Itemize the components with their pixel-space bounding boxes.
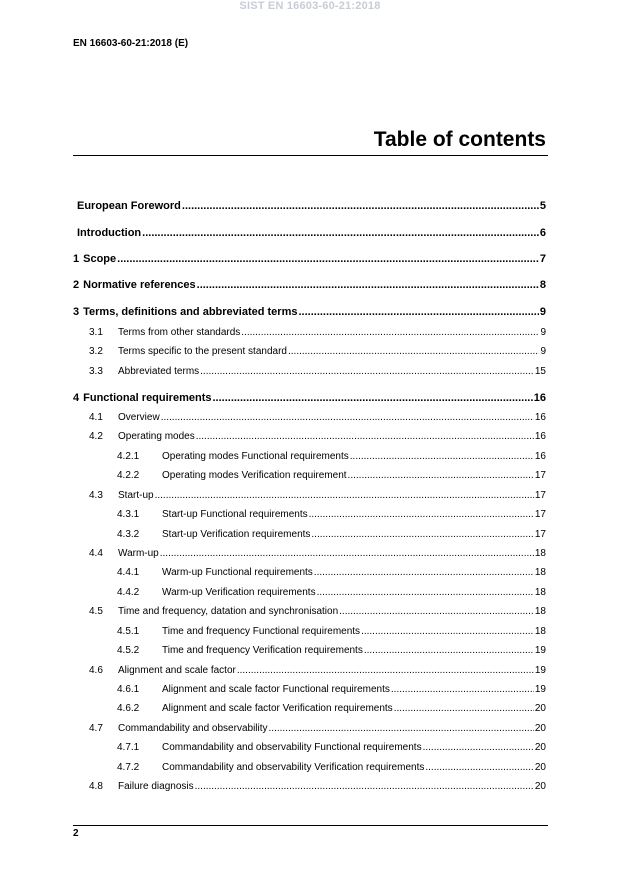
toc-entry[interactable] [73, 392, 546, 404]
toc-entry-number: 4.3.2 [117, 529, 140, 540]
toc-entry-title: Start-up [118, 490, 154, 501]
toc-entry-number: 2 [73, 279, 80, 291]
dot-leader [195, 781, 534, 792]
toc-entry[interactable] [73, 227, 546, 239]
dot-leader [350, 451, 534, 462]
toc-entry-page: 16 [534, 431, 546, 442]
document-id: EN 16603-60-21:2018 (E) [73, 38, 189, 49]
toc-entry[interactable] [73, 567, 546, 578]
dot-leader [314, 567, 534, 578]
dot-leader [142, 227, 539, 239]
toc-entry-page: 16 [533, 392, 546, 404]
toc-entry-title: Failure diagnosis [118, 781, 194, 792]
toc-entry-title: Terms specific to the present standard [118, 346, 287, 357]
dot-leader [212, 392, 532, 404]
toc-entry[interactable] [73, 723, 546, 734]
toc-entry[interactable] [73, 626, 546, 637]
toc-entry[interactable] [73, 529, 546, 540]
toc-entry-title: Time and frequency Verification requirements [162, 645, 363, 656]
toc-entry-title: Terms, definitions and abbreviated terms [83, 306, 298, 318]
toc-entry-number: 4.4 [89, 548, 103, 559]
dot-leader [311, 529, 533, 540]
toc-entry-number: 4.6.2 [117, 703, 140, 714]
toc-entry[interactable] [73, 327, 546, 338]
toc-entry-number: 4.4.2 [117, 587, 140, 598]
toc-entry-title: Abbreviated terms [118, 366, 200, 377]
toc-entry-title: Commandability and observability Functional requirements [162, 742, 422, 753]
toc-entry-title: Alignment and scale factor [118, 665, 236, 676]
toc-entry[interactable] [73, 606, 546, 617]
toc-entry-page: 9 [540, 327, 546, 338]
toc-entry[interactable] [73, 366, 546, 377]
toc-entry-title: Operating modes Functional requirements [162, 451, 349, 462]
dot-leader [361, 626, 534, 637]
watermark: SIST EN 16603-60-21:2018 [239, 0, 381, 12]
toc-entry[interactable] [73, 587, 546, 598]
toc-entry[interactable] [73, 451, 546, 462]
dot-leader [288, 346, 539, 357]
toc-entry-title: Alignment and scale factor Verification requirements [162, 703, 393, 714]
toc-entry-number: 3.3 [89, 366, 103, 377]
dot-leader [237, 665, 534, 676]
dot-leader [160, 548, 534, 559]
toc-entry-title: Time and frequency Functional requirements [162, 626, 361, 637]
toc-entry-number: 4.5.2 [117, 645, 140, 656]
dot-leader [394, 703, 534, 714]
toc-entry-title: Commandability and observability Verification requirements [162, 762, 425, 773]
toc-entry-title: Time and frequency, datation and synchronisation [118, 606, 339, 617]
dot-leader [425, 762, 534, 773]
dot-leader [309, 509, 534, 520]
toc-entry-page: 15 [534, 366, 546, 377]
toc-entry[interactable] [73, 490, 546, 501]
toc-entry[interactable] [73, 742, 546, 753]
toc-entry-page: 20 [534, 703, 546, 714]
toc-entry-number: 4.2.1 [117, 451, 140, 462]
toc-entry[interactable] [73, 412, 546, 423]
toc-entry-number: 4.7 [89, 723, 103, 734]
toc-entry-page: 8 [539, 279, 546, 291]
dot-leader [339, 606, 534, 617]
dot-leader [241, 327, 539, 338]
toc-entry[interactable] [73, 762, 546, 773]
dot-leader [196, 431, 534, 442]
toc-entry-page: 20 [534, 723, 546, 734]
toc-entry-page: 17 [534, 529, 546, 540]
toc-entry-page: 19 [534, 665, 546, 676]
toc-entry-title: Introduction [77, 227, 142, 239]
toc-entry-title: Normative references [83, 279, 196, 291]
toc-entry[interactable] [73, 703, 546, 714]
toc-entry[interactable] [73, 200, 546, 212]
toc-entry-number: 4.6.1 [117, 684, 140, 695]
toc-entry[interactable] [73, 253, 546, 265]
toc-entry-page: 20 [534, 781, 546, 792]
title-divider [73, 155, 548, 156]
toc-entry-page: 16 [534, 451, 546, 462]
toc-entry-title: Warm-up Functional requirements [162, 567, 313, 578]
dot-leader [391, 684, 534, 695]
toc-entry-page: 18 [534, 626, 546, 637]
toc-entry-number: 4.5 [89, 606, 103, 617]
page-title: Table of contents [373, 128, 546, 151]
dot-leader [197, 279, 539, 291]
toc-entry[interactable] [73, 684, 546, 695]
toc-entry-number: 3 [73, 306, 80, 318]
dot-leader [298, 306, 538, 318]
toc-entry[interactable] [73, 509, 546, 520]
toc-entry-title: Alignment and scale factor Functional requirements [162, 684, 390, 695]
toc-entry-page: 5 [539, 200, 546, 212]
toc-entry-title: Scope [83, 253, 117, 265]
toc-entry[interactable] [73, 431, 546, 442]
footer-divider [73, 825, 548, 826]
toc-entry-number: 4.4.1 [117, 567, 140, 578]
toc-entry[interactable] [73, 279, 546, 291]
toc-entry-number: 4.6 [89, 665, 103, 676]
toc-entry[interactable] [73, 645, 546, 656]
dot-leader [155, 490, 534, 501]
dot-leader [348, 470, 534, 481]
toc-entry-page: 20 [534, 742, 546, 753]
toc-entry-title: Functional requirements [83, 392, 212, 404]
toc-entry-title: Warm-up [118, 548, 159, 559]
toc-entry-number: 4.8 [89, 781, 103, 792]
toc-entry[interactable] [73, 548, 546, 559]
toc-entry-page: 17 [534, 470, 546, 481]
toc-entry-page: 19 [534, 684, 546, 695]
toc-entry-number: 4.7.1 [117, 742, 140, 753]
dot-leader [161, 412, 534, 423]
toc-entry-number: 3.1 [89, 327, 103, 338]
toc-entry-title: Operating modes Verification requirement [162, 470, 347, 481]
toc-entry[interactable] [73, 665, 546, 676]
dot-leader [200, 366, 534, 377]
toc-entry-title: Operating modes [118, 431, 195, 442]
toc-entry-page: 18 [534, 587, 546, 598]
toc-entry-number: 4.7.2 [117, 762, 140, 773]
toc-entry-page: 6 [539, 227, 546, 239]
toc-entry-title: Start-up Functional requirements [162, 509, 308, 520]
toc-entry-page: 17 [534, 509, 546, 520]
dot-leader [182, 200, 539, 212]
toc-entry-number: 4 [73, 392, 80, 404]
toc-entry-page: 7 [539, 253, 546, 265]
toc-entry-page: 18 [534, 567, 546, 578]
toc-entry-number: 4.2 [89, 431, 103, 442]
toc-entry-page: 17 [534, 490, 546, 501]
toc-entry-title: Start-up Verification requirements [162, 529, 311, 540]
toc-entry-page: 18 [534, 606, 546, 617]
toc-entry-number: 3.2 [89, 346, 103, 357]
dot-leader [317, 587, 534, 598]
toc-entry-title: Overview [118, 412, 160, 423]
toc-entry[interactable] [73, 306, 546, 318]
toc-entry-page: 9 [539, 306, 546, 318]
toc-entry-title: Warm-up Verification requirements [162, 587, 316, 598]
toc-entry-title: European Foreword [77, 200, 181, 212]
toc-entry[interactable] [73, 781, 546, 792]
toc-entry-number: 4.3 [89, 490, 103, 501]
toc-entry[interactable] [73, 346, 546, 357]
toc-entry-number: 4.1 [89, 412, 103, 423]
dot-leader [423, 742, 534, 753]
toc-entry-number: 4.2.2 [117, 470, 140, 481]
toc-entry-title: Commandability and observability [118, 723, 268, 734]
toc-entry-number: 4.3.1 [117, 509, 140, 520]
dot-leader [269, 723, 534, 734]
toc-entry-page: 20 [534, 762, 546, 773]
toc-entry-title: Terms from other standards [118, 327, 241, 338]
page-number: 2 [73, 828, 79, 839]
dot-leader [117, 253, 539, 265]
toc-entry-page: 19 [534, 645, 546, 656]
toc-entry-number: 4.5.1 [117, 626, 140, 637]
toc-entry-page: 18 [534, 548, 546, 559]
toc-entry-number: 1 [73, 253, 80, 265]
dot-leader [364, 645, 534, 656]
toc-entry-page: 16 [534, 412, 546, 423]
toc-entry-page: 9 [540, 346, 546, 357]
toc-entry[interactable] [73, 470, 546, 481]
